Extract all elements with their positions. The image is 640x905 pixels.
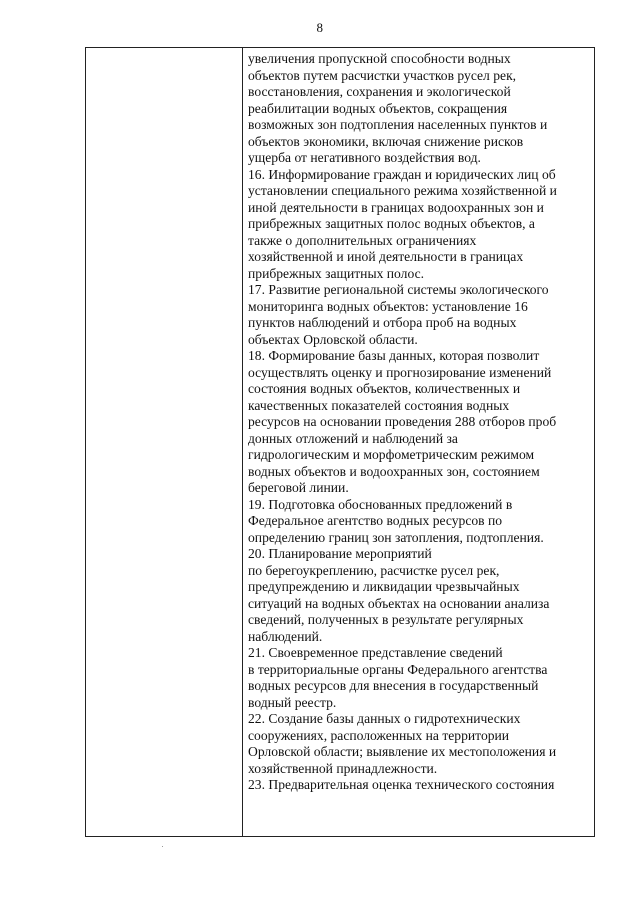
- text-line: состояния водных объектов, количественных и: [248, 381, 521, 396]
- text-line: хозяйственной и иной деятельности в границах: [248, 249, 524, 264]
- text-line: водный реестр.: [248, 694, 337, 710]
- text-line: определению границ зон затопления, подтопления.: [248, 529, 544, 545]
- text-line: объектах Орловской области.: [248, 331, 418, 347]
- text-line: Орловской области; выявление их местоположения и: [248, 744, 557, 759]
- text-line: ресурсов на основании проведения 288 отборов проб: [248, 414, 557, 429]
- page-number: 8: [316, 20, 324, 35]
- text-line: 19. Подготовка обоснованных предложений в: [248, 496, 513, 512]
- table-left-column: [86, 48, 243, 836]
- text-line: Федеральное агентство водных ресурсов по: [248, 513, 503, 528]
- text-line: иной деятельности в границах водоохранных зон и: [248, 199, 544, 215]
- text-line: наблюдений.: [248, 628, 323, 644]
- text-line: гидрологическим и морфометрическим режимом: [248, 447, 535, 462]
- scan-speck: [162, 846, 163, 847]
- text-line: объектов экономики, включая снижение рисков: [248, 133, 524, 149]
- text-line: сведений, полученных в результате регулярных: [248, 612, 524, 627]
- text-line: водных ресурсов для внесения в государственный: [248, 678, 539, 693]
- text-line: прибрежных защитных полос водных объектов, а: [248, 216, 535, 231]
- text-line: мониторинга водных объектов: установление 16: [248, 298, 528, 314]
- text-line: 22. Создание базы данных о гидротехнических: [248, 711, 521, 726]
- text-line: водных объектов и водоохранных зон, состоянием: [248, 463, 540, 479]
- text-line: возможных зон подтопления населенных пунктов и: [248, 117, 548, 132]
- text-line: увеличения пропускной способности водных: [248, 51, 511, 66]
- text-line: береговой линии.: [248, 480, 349, 495]
- text-line: 20. Планирование мероприятий: [248, 546, 432, 561]
- text-line: установлении специального режима хозяйственной и: [248, 183, 557, 198]
- text-line: 21. Своевременное представление сведений: [248, 645, 503, 660]
- text-line: 23. Предварительная оценка технического состояния: [248, 777, 555, 792]
- text-line: сооружениях, расположенных на территории: [248, 727, 510, 743]
- text-line: хозяйственной принадлежности.: [248, 760, 438, 776]
- text-line: пунктов наблюдений и отбора проб на водных: [248, 315, 517, 330]
- text-line: восстановления, сохранения и экологической: [248, 84, 511, 99]
- text-line: ситуаций на водных объектах на основании анализа: [248, 595, 550, 611]
- text-line: в территориальные органы Федерального агентства: [248, 661, 548, 677]
- text-line: донных отложений и наблюдений за: [248, 430, 458, 446]
- text-line: 17. Развитие региональной системы экологического: [248, 282, 549, 297]
- text-line: прибрежных защитных полос.: [248, 265, 425, 281]
- text-line: по берегоукреплению, расчистке русел рек,: [248, 562, 500, 578]
- text-line: предупреждению и ликвидации чрезвычайных: [248, 579, 520, 594]
- table-right-column: [243, 48, 594, 836]
- text-line: 18. Формирование базы данных, которая позволит: [248, 348, 540, 363]
- text-line: осуществлять оценку и прогнозирование изменений: [248, 364, 552, 380]
- text-line: качественных показателей состояния водных: [248, 397, 510, 413]
- text-line: также о дополнительных ограничениях: [248, 232, 477, 248]
- text-line: ущерба от негативного воздействия вод.: [248, 150, 481, 165]
- text-line: объектов путем расчистки участков русел рек,: [248, 67, 517, 83]
- document-table: [85, 47, 595, 837]
- text-line: 16. Информирование граждан и юридических лиц об: [248, 166, 556, 182]
- text-line: реабилитации водных объектов, сокращения: [248, 100, 508, 116]
